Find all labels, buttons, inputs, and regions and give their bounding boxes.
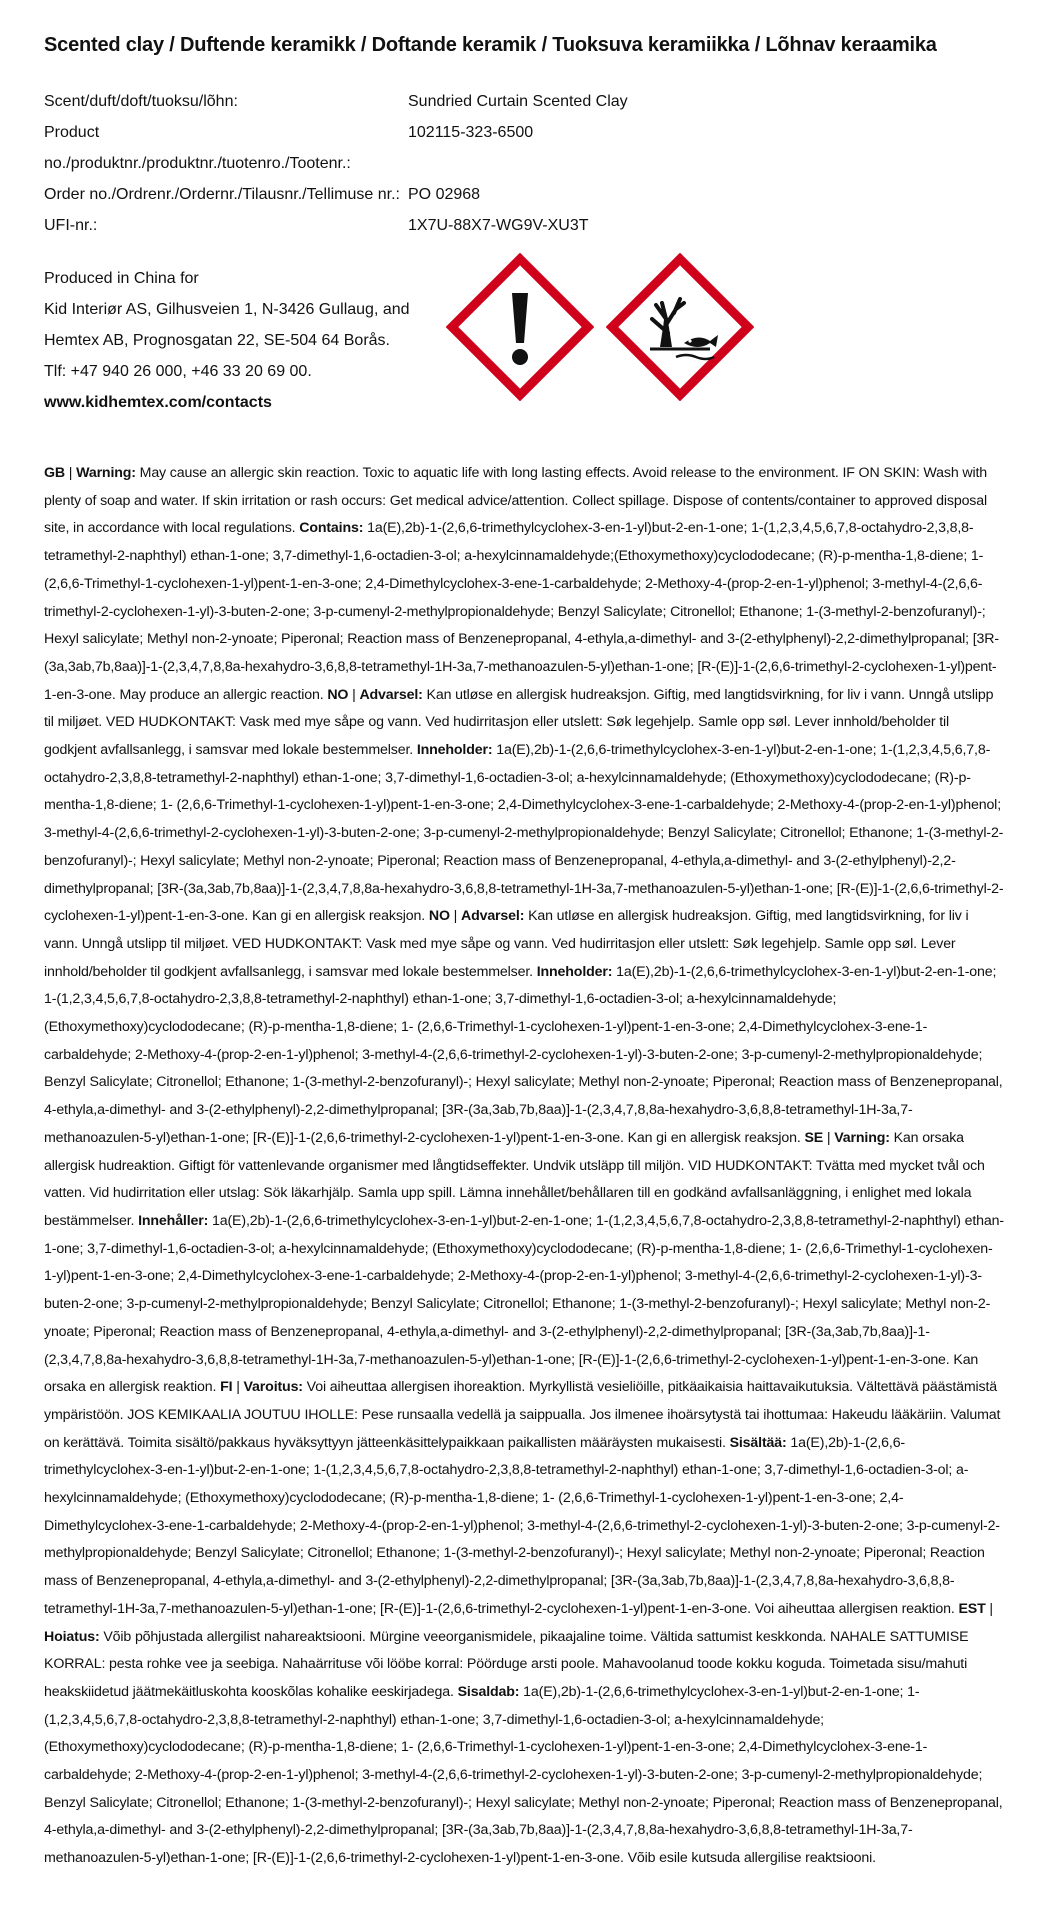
environment-hazard-icon: [606, 253, 754, 401]
signal-word: Advarsel:: [460, 908, 525, 925]
hazard-statements: [44, 460, 1004, 1873]
hazard-text: May cause an allergic skin reaction. Toxic to aquatic life with long lasting effects. Avoid release to the environment. IF ON SKIN: Wash with plenty of soap and water. If skin irritation or rash occurs: Get medical advice/attention. Collect spillage. Dispose of contents/container to approved disposal site, in accordance with local regulations.: [44, 465, 987, 537]
hazard-pictograms: [446, 253, 754, 418]
producer-line: Kid Interiør AS, Gilhusveien 1, N-3426 Gullaug, and: [44, 301, 410, 318]
signal-word: Advarsel:: [359, 686, 423, 703]
ingredients-text: 1a(E),2b)-1-(2,6,6-trimethylcyclohex-3-en-1-yl)but-2-en-1-one; 1-(1,2,3,4,5,6,7,8-octahydro-2,3,8,8-tetramethyl-2-naphthyl) ethan-1-one; 3,7-dimethyl-1,6-octadien-3-ol; a-hexylcinnamaldehyde;(Ethoxymethoxy)cyclododecane; (R)-p-mentha-1,8-diene; 1-(2,6,6-Trimethyl-1-cyclohexen-1-yl)pent-1-en-3-one; 2,4-Dimethylcyclohex-3-ene-1-carbaldehyde; 2-Methoxy-4-(prop-2-en-1-yl)phenol; 3-methyl-4-(2,6,6-trimethyl-2-cyclohexen-1-yl)-3-buten-2-one; 3-p-cumenyl-2-methylpropionaldehyde; Benzyl Salicylate; Citronellol; Ethanone; 1-(3-methyl-2-benzofuranyl)-; Hexyl salicylate; Methyl non-2-ynoate; Piperonal; Reaction mass of Benzenepropanal, 4-ethyla,a-dimethyl- and 3-(2-ethylphenyl)-2,2-dimethylpropanal; [3R-(3a,3ab,7b,8aa)]-1-(2,3,4,7,8,8a-hexahydro-3,6,8,8-tetramethyl-1H-3a,7-methanoazulen-5-yl)ethan-1-one; [R-(E)]-1-(2,6,6-trimethyl-2-cyclohexen-1-yl)pent-1-en-3-one. May produce an allergic reaction.: [44, 520, 999, 703]
lang-separator: |: [232, 1379, 244, 1396]
lang-separator: |: [985, 1600, 993, 1617]
signal-word: Hoiatus:: [44, 1628, 100, 1645]
info-value: PO 02968: [408, 186, 481, 203]
info-label: UFI-nr.:: [44, 217, 98, 234]
section-fi: [44, 1379, 1000, 1617]
producer-phone: Tlf: +47 940 26 000, +46 33 20 69 00.: [44, 363, 312, 380]
section-gb: [44, 465, 999, 703]
ingredients-text: 1a(E),2b)-1-(2,6,6-trimethylcyclohex-3-en-1-yl)but-2-en-1-one; 1-(1,2,3,4,5,6,7,8-octahydro-2,3,8,8-tetramethyl-2-naphthyl) ethan-1-one; 3,7-dimethyl-1,6-octadien-3-ol; a-hexylcinnamaldehyde; (Ethoxymethoxy)cyclododecane; (R)-p-mentha-1,8-diene; 1- (2,6,6-Trimethyl-1-cyclohexen-1-yl)pent-1-en-3-one; 2,4-Dimethylcyclohex-3-ene-1-carbaldehyde; 2-Methoxy-4-(prop-2-en-1-yl)phenol; 3-methyl-4-(2,6,6-trimethyl-2-cyclohexen-1-yl)-3-buten-2-one; 3-p-cumenyl-2-methylpropionaldehyde; Benzyl Salicylate; Citronellol; Ethanone; 1-(3-methyl-2-benzofuranyl)-; Hexyl salicylate; Methyl non-2-ynoate; Piperonal; Reaction mass of Benzenepropanal, 4-ethyla,a-dimethyl- and 3-(2-ethylphenyl)-2,2-dimethylpropanal; [3R-(3a,3ab,7b,8aa)]-1-(2,3,4,7,8,8a-hexahydro-3,6,8,8-tetramethyl-1H-3a,7-methanoazulen-5-yl)ethan-1-one; [R-(E)]-1-(2,6,6-trimethyl-2-cyclohexen-1-yl)pent-1-en-3-one. Voi aiheuttaa allergisen reaktion.: [44, 1434, 1000, 1617]
lang-code: FI: [220, 1379, 233, 1396]
producer-url-link[interactable]: www.kidhemtex.com/contacts: [44, 394, 272, 411]
lang-code: SE: [804, 1129, 824, 1146]
product-info: [44, 86, 1004, 241]
ingredients-text: 1a(E),2b)-1-(2,6,6-trimethylcyclohex-3-en-1-yl)but-2-en-1-one; 1-(1,2,3,4,5,6,7,8-octahydro-2,3,8,8-tetramethyl-2-naphthyl) ethan-1-one; 3,7-dimethyl-1,6-octadien-3-ol; a-hexylcinnamaldehyde; (Ethoxymethoxy)cyclododecane; (R)-p-mentha-1,8-diene; 1- (2,6,6-Trimethyl-1-cyclohexen-1-yl)pent-1-en-3-one; 2,4-Dimethylcyclohex-3-ene-1-carbaldehyde; 2-Methoxy-4-(prop-2-en-1-yl)phenol; 3-methyl-4-(2,6,6-trimethyl-2-cyclohexen-1-yl)-3-buten-2-one; 3-p-cumenyl-2-methylpropionaldehyde; Benzyl Salicylate; Citronellol; Ethanone; 1-(3-methyl-2-benzofuranyl)-; Hexyl salicylate; Methyl non-2-ynoate; Piperonal; Reaction mass of Benzenepropanal, 4-ethyla,a-dimethyl- and 3-(2-ethylphenyl)-2,2-dimethylpropanal; [3R-(3a,3ab,7b,8aa)]-1-(2,3,4,7,8,8a-hexahydro-3,6,8,8-tetramethyl-1H-3a,7-methanoazulen-5-yl)ethan-1-one; [R-(E)]-1-(2,6,6-trimethyl-2-cyclohexen-1-yl)pent-1-en-3-one. Kan gi en allergisk reaksjon.: [44, 742, 1004, 925]
info-value: Sundried Curtain Scented Clay: [408, 93, 628, 110]
contains-label: Inneholder:: [416, 742, 493, 759]
contains-label: Sisältää:: [729, 1434, 787, 1451]
info-value: 102115-323-6500: [408, 124, 534, 141]
producer-section: [44, 263, 1004, 418]
lang-separator: |: [823, 1129, 835, 1146]
info-label: Product no./produktnr./produktnr./tuotenro./Tootenr.:: [44, 124, 351, 172]
info-row-product-no: [44, 117, 1004, 179]
hazard-text: Kan utløse en allergisk hudreaksjon. Giftig, med langtidsvirkning, for liv i vann. Unngå utslipp til miljøet. VED HUDKONTAKT: Vask med mye såpe og vann. Ved hudirritasjon eller utslett: Søk legehjelp. Samle opp søl. Lever innhold/beholder til godkjent avfallsanlegg, i samsvar med lokale bestemmelser.: [44, 908, 969, 980]
lang-code: NO: [327, 686, 349, 703]
contains-label: Inneholder:: [536, 963, 613, 980]
ingredients-text: 1a(E),2b)-1-(2,6,6-trimethylcyclohex-3-en-1-yl)but-2-en-1-one; 1-(1,2,3,4,5,6,7,8-octahydro-2,3,8,8-tetramethyl-2-naphthyl) ethan-1-one; 3,7-dimethyl-1,6-octadien-3-ol; a-hexylcinnamaldehyde; (Ethoxymethoxy)cyclododecane; (R)-p-mentha-1,8-diene; 1- (2,6,6-Trimethyl-1-cyclohexen-1-yl)pent-1-en-3-one; 2,4-Dimethylcyclohex-3-ene-1-carbaldehyde; 2-Methoxy-4-(prop-2-en-1-yl)phenol; 3-methyl-4-(2,6,6-trimethyl-2-cyclohexen-1-yl)-3-buten-2-one; 3-p-cumenyl-2-methylpropionaldehyde; Benzyl Salicylate; Citronellol; Ethanone; 1-(3-methyl-2-benzofuranyl)-; Hexyl salicylate; Methyl non-2-ynoate; Piperonal; Reaction mass of Benzenepropanal, 4-ethyla,a-dimethyl- and 3-(2-ethylphenyl)-2,2-dimethylpropanal; [3R-(3a,3ab,7b,8aa)]-1-(2,3,4,7,8,8a-hexahydro-3,6,8,8-tetramethyl-1H-3a,7-methanoazulen-5-yl)ethan-1-one; [R-(E)]-1-(2,6,6-trimethyl-2-cyclohexen-1-yl)pent-1-en-3-one. Võib esile kutsuda allergilise reaktsiooni.: [44, 1683, 1003, 1867]
hazard-text: Voi aiheuttaa allergisen ihoreaktion. Myrkyllistä vesieliöille, pitkäaikaisia haittavaikutuksia. Vältettävä päästämistä ympäristöön. JOS KEMIKAALIA JOUTUU IHOLLE: Pese runsaalla vedellä ja saippualla. Jos ilmenee ihoärsytystä tai ihottumaa: Hakeudu lääkäriin. Valumat on kerättävä. Toimita sisältö/pakkaus hyväksyttyyn jätteenkäsittelypaikkaan paikallisten määräysten mukaisesti.: [44, 1379, 1001, 1451]
info-row-order-no: [44, 179, 1004, 210]
signal-word: Varoitus:: [243, 1379, 303, 1396]
section-no: [44, 687, 1003, 925]
signal-word: Warning:: [76, 465, 136, 481]
lang-code: EST: [958, 1600, 986, 1617]
lang-separator: |: [449, 908, 461, 925]
info-label: Order no./Ordrenr./Ordernr./Tilausnr./Tellimuse nr.:: [44, 186, 400, 203]
hazard-text: Võib põhjustada allergilist nahareaktsiooni. Mürgine veeorganismidele, pikaajaline toime. Vältida sattumist keskkonda. NAHALE SATTUMISE KORRAL: pesta rohke vee ja seebiga. Nahaärrituse või lööbe korral: Pöörduge arsti poole. Mahavoolanud toode kokku koguda. Toimetada sisu/mahuti heakskiidetud jäätmekäitluskohta kooskõlas kohalike eeskirjadega.: [44, 1628, 969, 1700]
info-value: 1X7U-88X7-WG9V-XU3T: [408, 217, 589, 234]
section-est: [44, 1601, 1003, 1866]
ingredients-text: 1a(E),2b)-1-(2,6,6-trimethylcyclohex-3-en-1-yl)but-2-en-1-one; 1-(1,2,3,4,5,6,7,8-octahydro-2,3,8,8-tetramethyl-2-naphthyl) ethan-1-one; 3,7-dimethyl-1,6-octadien-3-ol; a-hexylcinnamaldehyde; (Ethoxymethoxy)cyclododecane; (R)-p-mentha-1,8-diene; 1- (2,6,6-Trimethyl-1-cyclohexen-1-yl)pent-1-en-3-one; 2,4-Dimethylcyclohex-3-ene-1-carbaldehyde; 2-Methoxy-4-(prop-2-en-1-yl)phenol; 3-methyl-4-(2,6,6-trimethyl-2-cyclohexen-1-yl)-3-buten-2-one; 3-p-cumenyl-2-methylpropionaldehyde; Benzyl Salicylate; Citronellol; Ethanone; 1-(3-methyl-2-benzofuranyl)-; Hexyl salicylate; Methyl non-2-ynoate; Piperonal; Reaction mass of Benzenepropanal, 4-ethyla,a-dimethyl- and 3-(2-ethylphenyl)-2,2-dimethylpropanal; [3R-(3a,3ab,7b,8aa)]-1-(2,3,4,7,8,8a-hexahydro-3,6,8,8-tetramethyl-1H-3a,7-methanoazulen-5-yl)ethan-1-one; [R-(E)]-1-(2,6,6-trimethyl-2-cyclohexen-1-yl)pent-1-en-3-one. Kan gi en allergisk reaksjon.: [44, 963, 1003, 1146]
lang-separator: |: [64, 465, 77, 481]
hazard-text: Kan utløse en allergisk hudreaksjon. Giftig, med langtidsvirkning, for liv i vann. Unngå utslipp til miljøet. VED HUDKONTAKT: Vask med mye såpe og vann. Ved hudirritasjon eller utslett: Søk legehjelp. Samle opp søl. Lever innhold/beholder til godkjent avfallsanlegg, i samsvar med lokale bestemmelser.: [44, 686, 994, 759]
lang-code: NO: [428, 908, 450, 925]
section-no-repeat: [44, 908, 1003, 1146]
ingredients-text: 1a(E),2b)-1-(2,6,6-trimethylcyclohex-3-en-1-yl)but-2-en-1-one; 1-(1,2,3,4,5,6,7,8-octahydro-2,3,8,8-tetramethyl-2-naphthyl) ethan-1-one; 3,7-dimethyl-1,6-octadien-3-ol; a-hexylcinnamaldehyde; (Ethoxymethoxy)cyclododecane; (R)-p-mentha-1,8-diene; 1- (2,6,6-Trimethyl-1-cyclohexen-1-yl)pent-1-en-3-one; 2,4-Dimethylcyclohex-3-ene-1-carbaldehyde; 2-Methoxy-4-(prop-2-en-1-yl)phenol; 3-methyl-4-(2,6,6-trimethyl-2-cyclohexen-1-yl)-3-buten-2-one; 3-p-cumenyl-2-methylpropionaldehyde; Benzyl Salicylate; Citronellol; Ethanone; 1-(3-methyl-2-benzofuranyl)-; Hexyl salicylate; Methyl non-2-ynoate; Piperonal; Reaction mass of Benzenepropanal, 4-ethyla,a-dimethyl- and 3-(2-ethylphenyl)-2,2-dimethylpropanal; [3R-(3a,3ab,7b,8aa)]-1-(2,3,4,7,8,8a-hexahydro-3,6,8,8-tetramethyl-1H-3a,7-methanoazulen-5-yl)ethan-1-one; [R-(E)]-1-(2,6,6-trimethyl-2-cyclohexen-1-yl)pent-1-en-3-one. Kan orsaka en allergisk reaktion.: [44, 1212, 1004, 1396]
lang-separator: |: [348, 686, 360, 703]
signal-word: Varning:: [834, 1129, 890, 1146]
producer-line: Hemtex AB, Prognosgatan 22, SE-504 64 Borås.: [44, 332, 390, 349]
label-document: [44, 30, 1004, 1873]
info-row-ufi: [44, 210, 1004, 241]
hazard-text: Kan orsaka allergisk hudreaktion. Giftigt för vattenlevande organismer med långtidseffekter. Undvik utsläpp till miljön. VID HUDKONTAKT: Tvätta med mycket tvål och vatten. Vid hudirritation eller utslag: Sök läkarhjälp. Samla upp spill. Lämna innehållet/behållaren till en godkänd avfallsanläggning, i enlighet med lokala bestämmelser.: [44, 1129, 985, 1229]
info-label: Scent/duft/doft/tuoksu/lõhn:: [44, 93, 238, 110]
contains-label: Contains:: [299, 520, 364, 537]
exclamation-mark-hazard-icon: [446, 253, 594, 401]
lang-code: GB: [44, 465, 65, 481]
contains-label: Sisaldab:: [457, 1683, 520, 1700]
section-se: [44, 1130, 1004, 1395]
info-row-scent: [44, 86, 1004, 117]
contains-label: Innehåller:: [138, 1212, 209, 1229]
producer-line: Produced in China for: [44, 270, 199, 287]
producer-address: [44, 263, 446, 418]
document-title: Scented clay / Duftende keramikk / Doftande keramik / Tuoksuva keramiikka / Lõhnav keraamika: [44, 34, 937, 56]
